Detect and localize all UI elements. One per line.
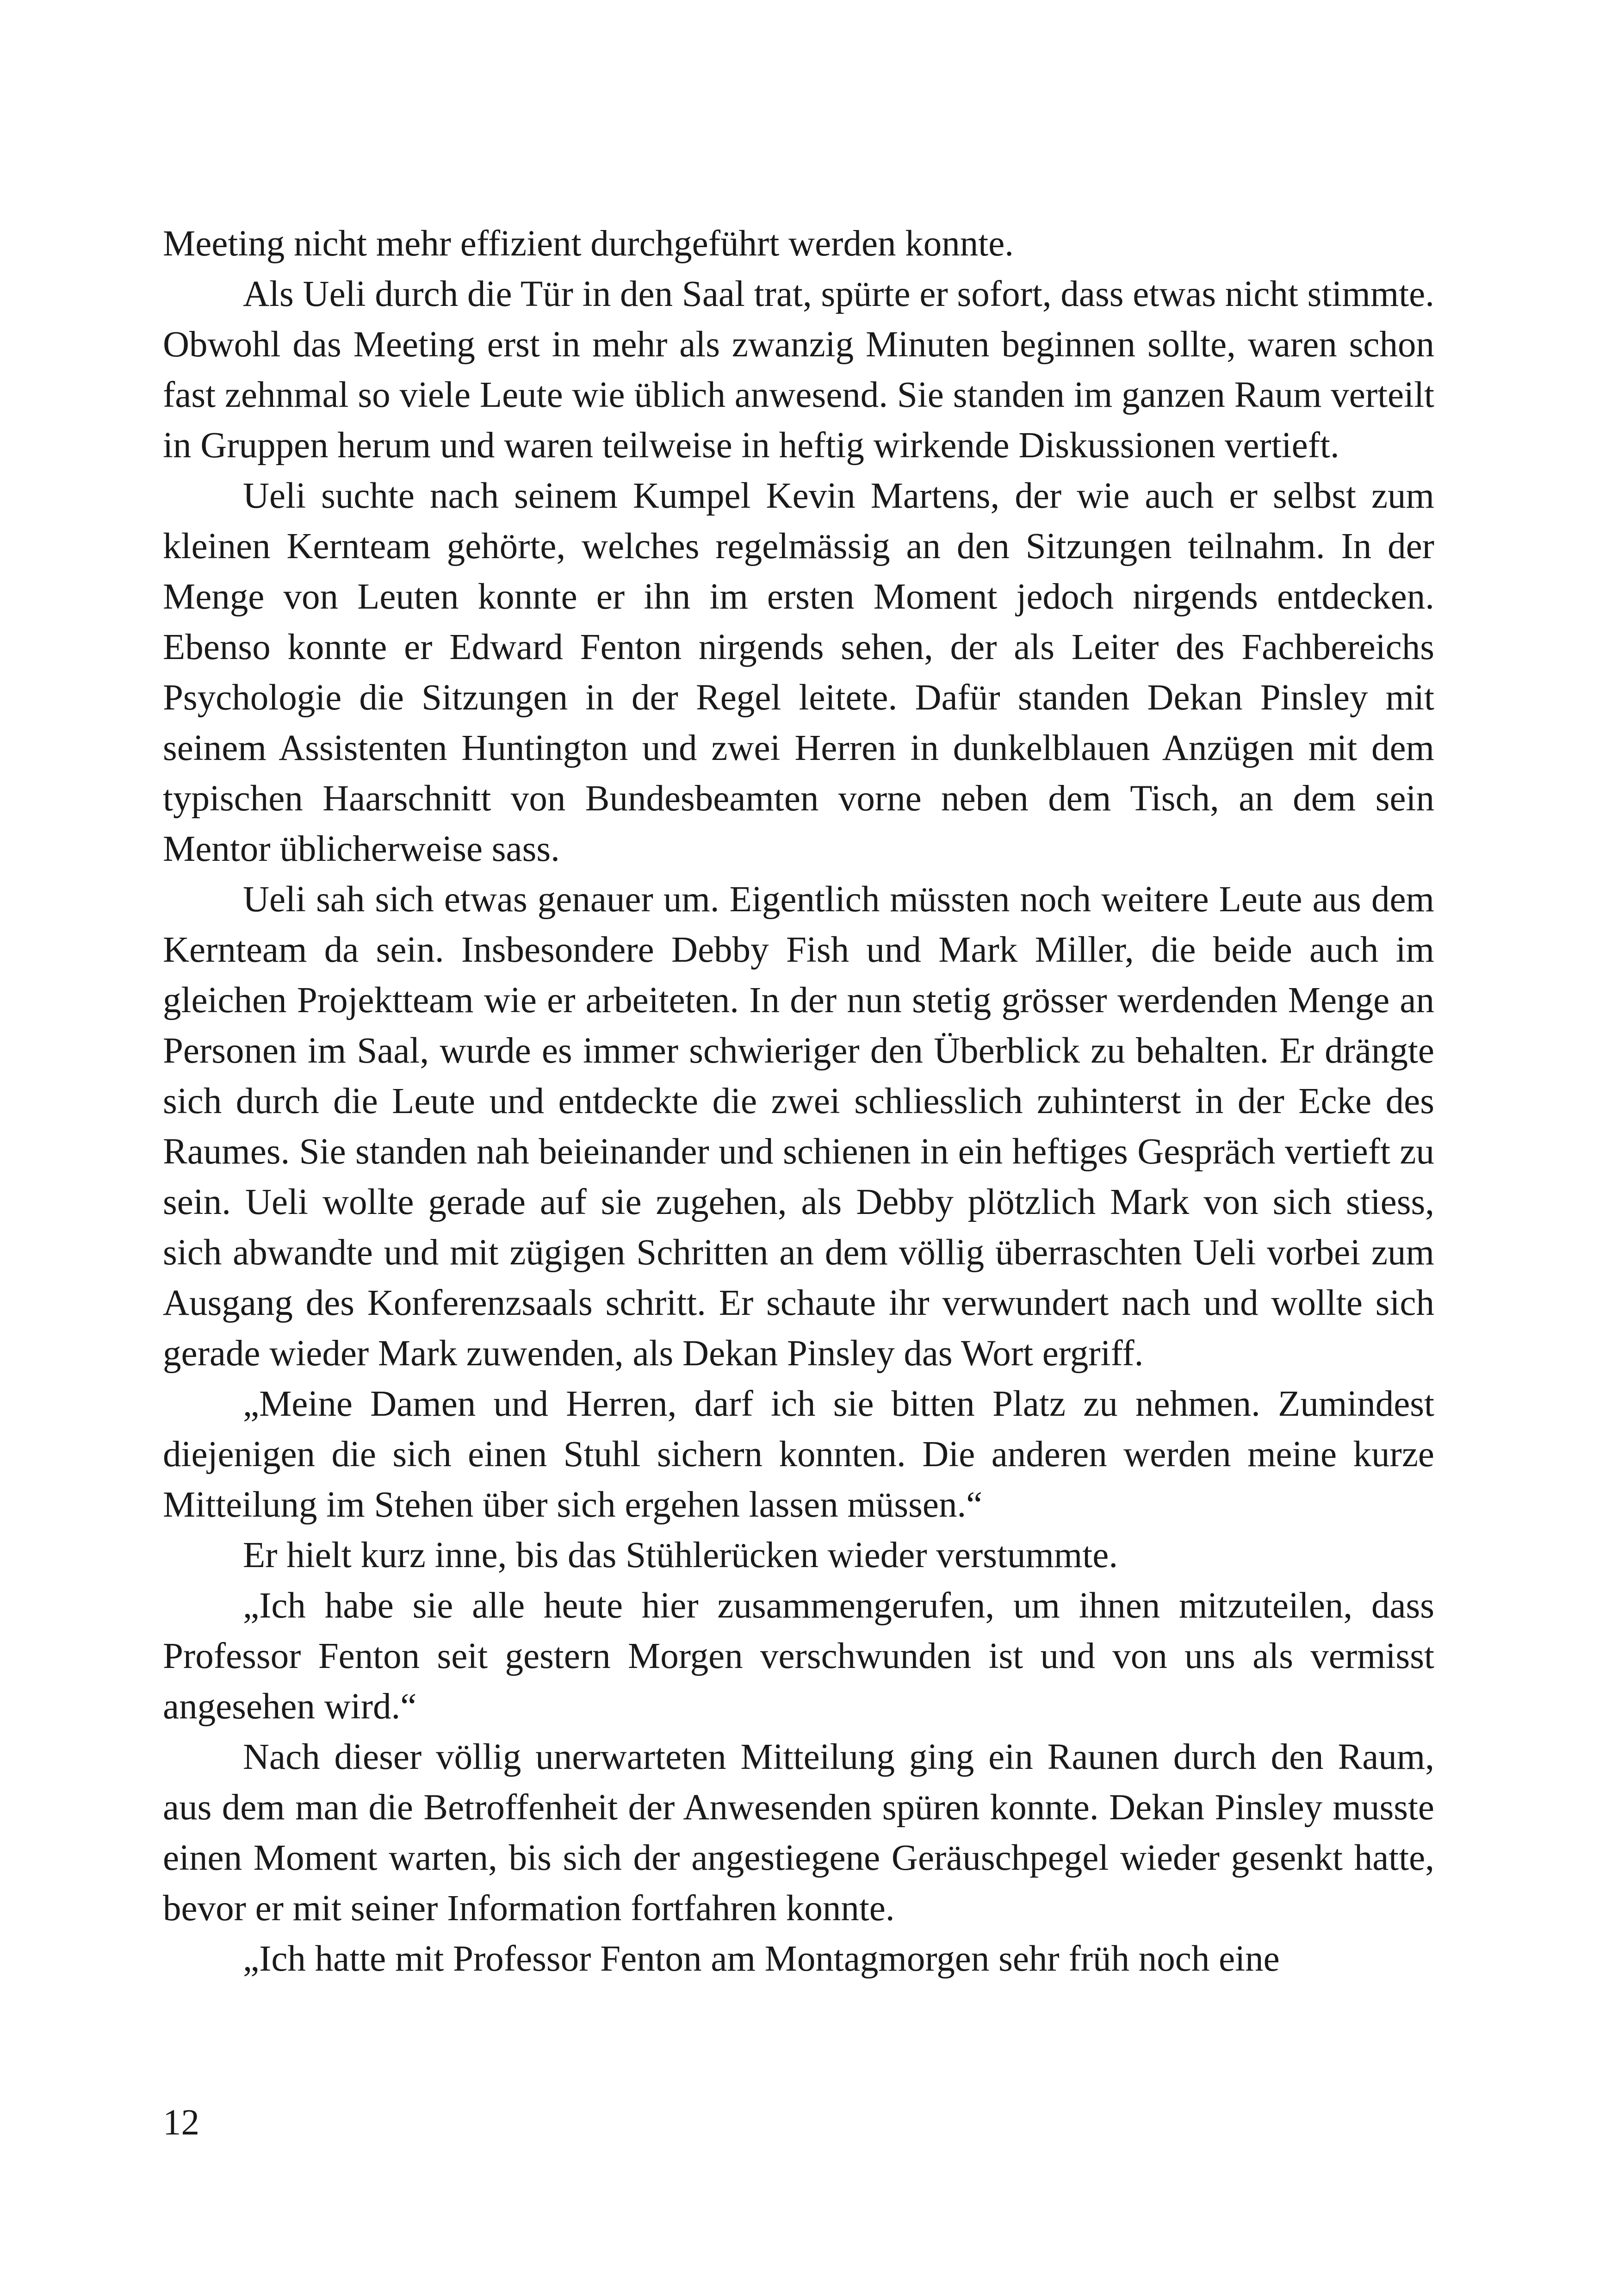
body-text — [163, 218, 1434, 1984]
paragraph: „Ich habe sie alle heute hier zusammengerufen, um ihnen mitzuteilen, dass Professor Fenton seit gestern Morgen verschwunden ist und von uns als vermisst angesehen wird.“ — [163, 1586, 1434, 1727]
paragraph: Als Ueli durch die Tür in den Saal trat, spürte er sofort, dass etwas nicht stimmte. Obwohl das Meeting erst in mehr als zwanzig Minuten beginnen sollte, waren schon fast zehnmal so viele Leute wie üblich anwesend. Sie standen im ganzen Raum verteilt in Gruppen herum und waren teilweise in heftig wirkende Diskussionen vertieft. — [163, 274, 1434, 466]
paragraph: „Ich hatte mit Professor Fenton am Montagmorgen sehr früh noch eine — [243, 1939, 1280, 1979]
page-number: 12 — [163, 2103, 199, 2143]
paragraph: Ueli sah sich etwas genauer um. Eigentlich müssten noch weitere Leute aus dem Kernteam da sein. Insbesondere Debby Fish und Mark Miller, die beide auch im gleichen Projektteam wie er arbeiteten. In der nun stetig grösser werdenden Menge an Personen im Saal, wurde es immer schwieriger den Überblick zu behalten. Er drängte sich durch die Leute und entdeckte die zwei schliesslich zuhinterst in der Ecke des Raumes. Sie standen nah beieinander und schienen in ein heftiges Gespräch vertieft zu sein. Ueli wollte gerade auf sie zugehen, als Debby plötzlich Mark von sich stiess, sich abwandte und mit zügigen Schritten an dem völlig überraschten Ueli vorbei zum Ausgang des Konferenzsaals schritt. Er schaute ihr verwundert nach und wollte sich gerade wieder Mark zuwenden, als Dekan Pinsley das Wort ergriff. — [163, 879, 1434, 1374]
paragraph: „Meine Damen und Herren, darf ich sie bitten Platz zu nehmen. Zumindest diejenigen die sich einen Stuhl sichern konnten. Die anderen werden meine kurze Mitteilung im Stehen über sich ergehen lassen müssen.“ — [163, 1384, 1434, 1525]
paragraph: Er hielt kurz inne, bis das Stühlerücken wieder verstummte. — [243, 1535, 1118, 1575]
paragraph: Nach dieser völlig unerwarteten Mitteilung ging ein Raunen durch den Raum, aus dem man die Betroffenheit der Anwesenden spüren konnte. Dekan Pinsley musste einen Moment warten, bis sich der angestiegene Geräuschpegel wieder gesenkt hatte, bevor er mit seiner Information fortfahren konnte. — [163, 1737, 1434, 1929]
paragraph: Ueli suchte nach seinem Kumpel Kevin Martens, der wie auch er selbst zum kleinen Kernteam gehörte, welches regelmässig an den Sitzungen teilnahm. In der Menge von Leuten konnte er ihn im ersten Moment jedoch nirgends entdecken. Ebenso konnte er Edward Fenton nirgends sehen, der als Leiter des Fachbereichs Psychologie die Sitzungen in der Regel leitete. Dafür standen Dekan Pinsley mit seinem Assistenten Huntington und zwei Herren in dunkelblauen Anzügen mit dem typischen Haarschnitt von Bundesbeamten vorne neben dem Tisch, an dem sein Mentor üblicherweise sass. — [163, 476, 1434, 869]
paragraph-continuation: Meeting nicht mehr effizient durchgeführt werden konnte. — [163, 224, 1014, 264]
